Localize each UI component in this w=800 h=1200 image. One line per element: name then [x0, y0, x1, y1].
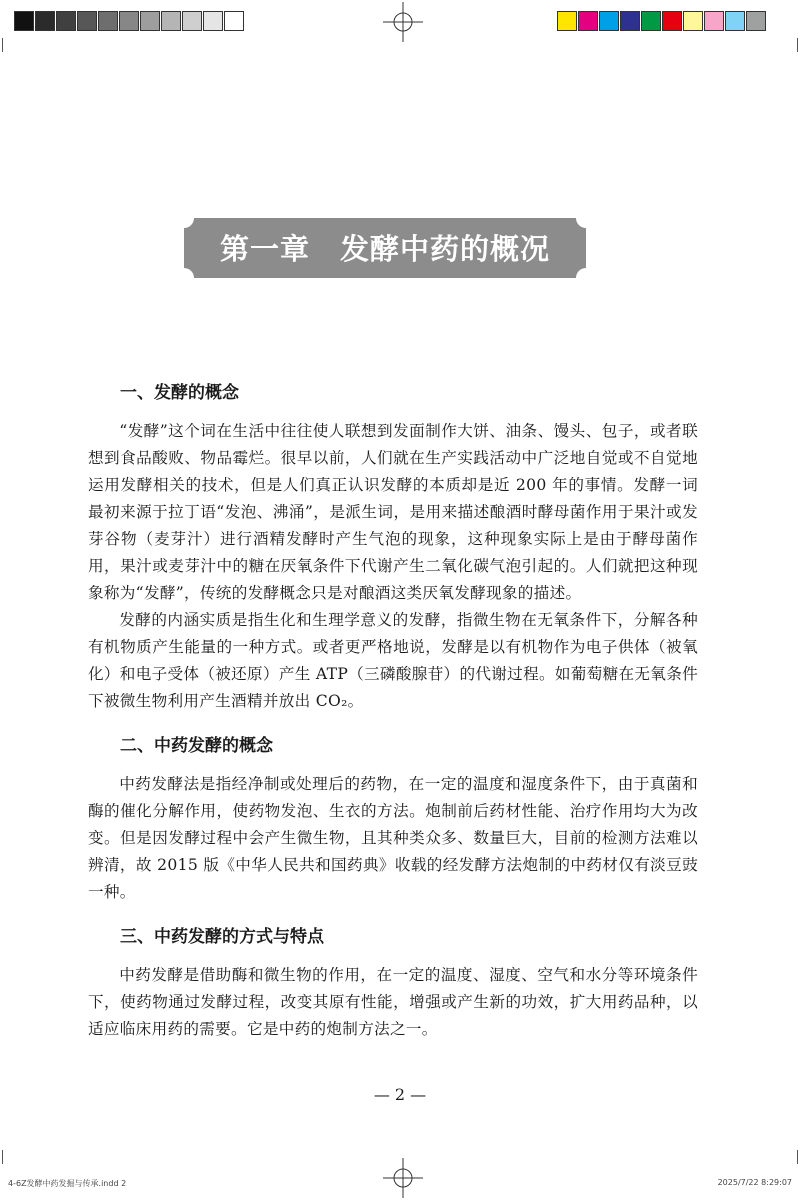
- paragraph: 中药发酵法是指经净制或处理后的药物，在一定的温度和湿度条件下，由于真菌和酶的催化分解作用，使药物发泡、生衣的方法。炮制前后药材性能、治疗作用均大为改变。但是因发酵过程中会产生微生物，且其种类众多、数量巨大，目前的检测方法难以辨清，故 2015 版《中华人民共和国药典》收载的经发酵方法炮制的中药材仅有淡豆豉一种。: [88, 775, 698, 901]
- footer-timestamp: 2025/7/22 8:29:07: [717, 1178, 792, 1187]
- registration-mark-icon: [383, 2, 423, 42]
- color-swatch: [746, 11, 766, 31]
- chapter-title: 第一章 发酵中药的概况: [219, 232, 550, 266]
- gray-swatch: [161, 11, 181, 31]
- color-swatch: [557, 11, 577, 31]
- gray-swatch: [98, 11, 118, 31]
- footer-filename: 4-6Z发酵中药发掘与传承.indd 2: [8, 1179, 127, 1188]
- gray-swatch: [119, 11, 139, 31]
- gray-swatch: [203, 11, 223, 31]
- chapter-banner: [180, 218, 590, 278]
- crop-mark: [797, 1150, 798, 1164]
- color-swatch: [599, 11, 619, 31]
- paragraph: 发酵的内涵实质是指生化和生理学意义的发酵，指微生物在无氧条件下，分解各种有机物质产生能量的一种方式。或者更严格地说，发酵是以有机物作为电子供体（被氧化）和电子受体（被还原）产生 ATP（三磷酸腺苷）的代谢过程。如葡萄糖在无氧条件下被微生物利用产生酒精并放出 CO₂。: [88, 611, 698, 710]
- color-swatch: [725, 11, 745, 31]
- color-swatch: [662, 11, 682, 31]
- crop-mark: [2, 1150, 3, 1164]
- cmyk-color-bar: [557, 11, 767, 31]
- gray-swatch: [56, 11, 76, 31]
- color-swatch: [641, 11, 661, 31]
- paragraph: “发酵”这个词在生活中往往使人联想到发面制作大饼、油条、馒头、包子，或者联想到食品酸败、物品霉烂。很早以前，人们就在生产实践活动中广泛地自觉或不自觉地运用发酵相关的技术，但是人们真正认识发酵的本质却是近 200 年的事情。发酵一词最初来源于拉丁语“发泡、沸涌”，是派生词，是用来描述酿酒时酵母菌作用于果汁或发芽谷物（麦芽汁）进行酒精发酵时产生气泡的现象，这种现象实际上是由于酵母菌作用，果汁或麦芽汁中的糖在厌氧条件下代谢产生二氧化碳气泡引起的。人们就把这种现象称为“发酵”，传统的发酵概念只是对酿酒这类厌氧发酵现象的描述。: [88, 422, 698, 602]
- gray-swatch: [14, 11, 34, 31]
- gray-swatch: [224, 11, 244, 31]
- color-swatch: [704, 11, 724, 31]
- grayscale-color-bar: [14, 11, 245, 31]
- color-swatch: [578, 11, 598, 31]
- section-heading: 一、发酵的概念: [120, 383, 239, 403]
- section-heading: 三、中药发酵的方式与特点: [120, 927, 324, 947]
- gray-swatch: [35, 11, 55, 31]
- gray-swatch: [140, 11, 160, 31]
- color-swatch: [620, 11, 640, 31]
- crop-mark: [797, 38, 798, 52]
- color-swatch: [683, 11, 703, 31]
- page-number: — 2 —: [373, 1085, 427, 1104]
- crop-mark: [2, 38, 3, 52]
- paragraph: 中药发酵是借助酶和微生物的作用，在一定的温度、湿度、空气和水分等环境条件下，使药物通过发酵过程，改变其原有性能，增强或产生新的功效，扩大用药品种，以适应临床用药的需要。它是中药的炮制方法之一。: [88, 966, 698, 1038]
- page-body: [88, 378, 698, 1043]
- gray-swatch: [77, 11, 97, 31]
- registration-mark-icon: [383, 1158, 423, 1198]
- section-heading: 二、中药发酵的概念: [120, 736, 273, 756]
- gray-swatch: [182, 11, 202, 31]
